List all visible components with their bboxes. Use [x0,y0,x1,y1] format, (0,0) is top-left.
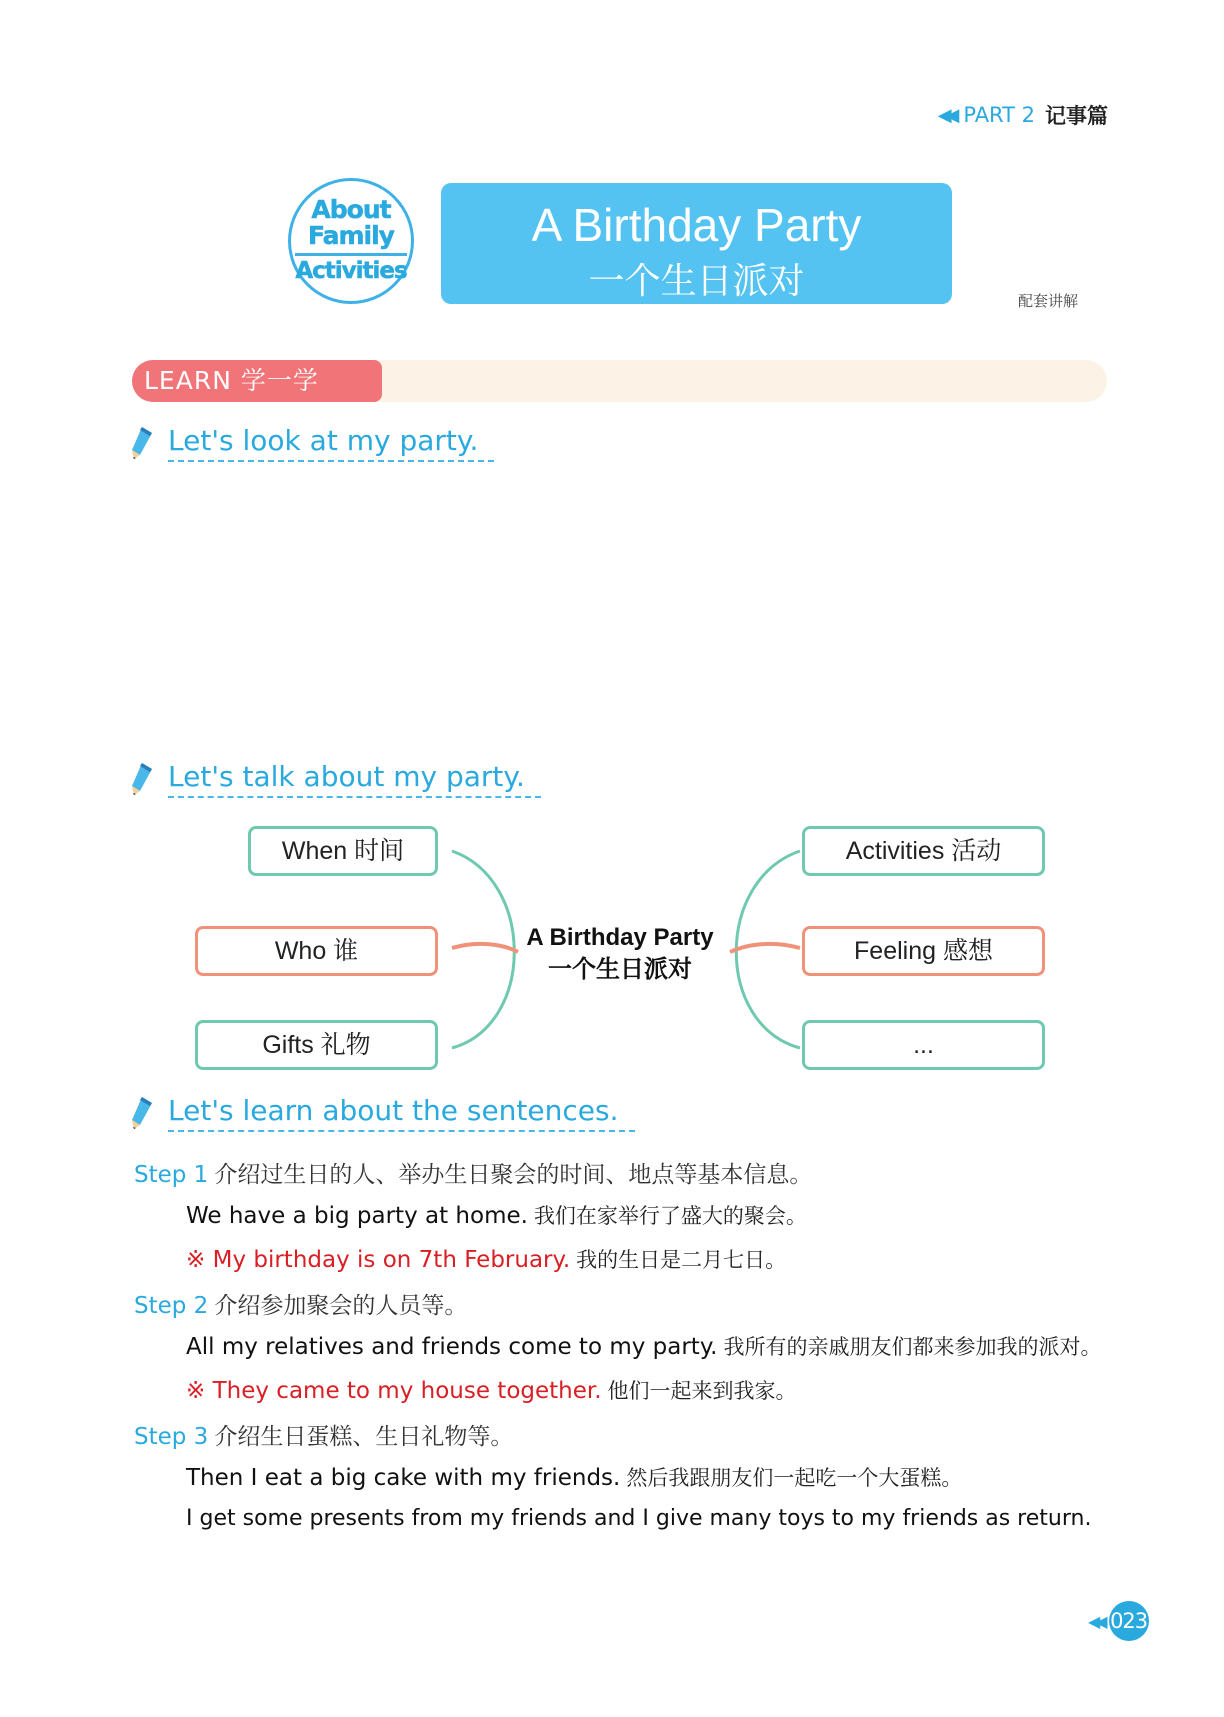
badge-line-3: Activities [295,258,407,284]
sentence-en: All my relatives and friends come to my party. [186,1334,718,1360]
part-label: PART 2 [963,103,1035,127]
page-number [1088,1601,1149,1641]
category-label: 记事篇 [1045,104,1108,128]
section-title: Let's learn about the sentences. [168,1094,635,1132]
double-left-arrow-icon: ◀◀ [1088,1611,1103,1631]
note-mark-icon: ※ [186,1378,206,1404]
learn-tag: LEARN 学一学 [132,360,382,402]
sentence-en: They came to my house together. [212,1378,602,1404]
step-3 [134,1418,513,1451]
step-label: Step 3 [134,1424,209,1450]
mindmap-node-who: Who 谁 [195,926,438,976]
double-left-arrow-icon: ◀◀ [937,104,954,126]
sentence [186,1200,807,1230]
sentence-highlight [186,1244,786,1274]
step-label: Step 1 [134,1162,209,1188]
badge-line-1: About [311,195,391,224]
section-title: Let's talk about my party. [168,760,541,798]
mindmap-node-gifts: Gifts 礼物 [195,1020,438,1070]
note-mark-icon: ※ [186,1247,206,1273]
sentence-en: My birthday is on 7th February. [212,1247,571,1273]
sentence-en: We have a big party at home. [186,1203,528,1229]
sentence-zh: 我所有的亲戚朋友们都来参加我的派对。 [723,1335,1102,1359]
step-label: Step 2 [134,1293,209,1319]
sentence-zh: 然后我跟朋友们一起吃一个大蛋糕。 [626,1466,963,1490]
mindmap-center [520,922,720,986]
mindmap-node-activities: Activities 活动 [802,826,1045,876]
step-desc: 介绍过生日的人、举办生日聚会的时间、地点等基本信息。 [214,1162,813,1188]
sentence-en: Then I eat a big cake with my friends. [186,1465,621,1491]
sentence-zh: 我们在家举行了盛大的聚会。 [533,1204,807,1228]
sentence [186,1506,1091,1531]
section-heading-learn [130,1094,635,1132]
title-en: A Birthday Party [531,199,862,251]
step-2 [134,1287,467,1320]
sentence-en: I get some presents from my friends and I give many toys to my friends as return. [186,1506,1092,1531]
pencil-icon [130,1095,156,1131]
sentence-zh: 我的生日是二月七日。 [576,1248,787,1272]
sentence-highlight [186,1375,797,1405]
page-number-badge: 023 [1109,1601,1149,1641]
sentence [186,1462,962,1492]
badge-line-2: Family [308,221,394,250]
section-title: Let's look at my party. [168,424,494,462]
sentence [186,1331,1101,1361]
sentence-zh: 他们一起来到我家。 [607,1379,797,1403]
mindmap-node-more: ... [802,1020,1045,1070]
step-desc: 介绍参加聚会的人员等。 [214,1293,468,1319]
mindmap-node-feeling: Feeling 感想 [802,926,1045,976]
title-zh: 一个生日派对 [588,261,805,302]
video-label[interactable]: 配套讲解 [1018,292,1079,310]
step-1 [134,1156,812,1189]
step-desc: 介绍生日蛋糕、生日礼物等。 [214,1424,514,1450]
mindmap-node-when: When 时间 [248,826,438,876]
mindmap-center-zh: 一个生日派对 [548,956,692,983]
mindmap-center-en: A Birthday Party [526,924,714,951]
